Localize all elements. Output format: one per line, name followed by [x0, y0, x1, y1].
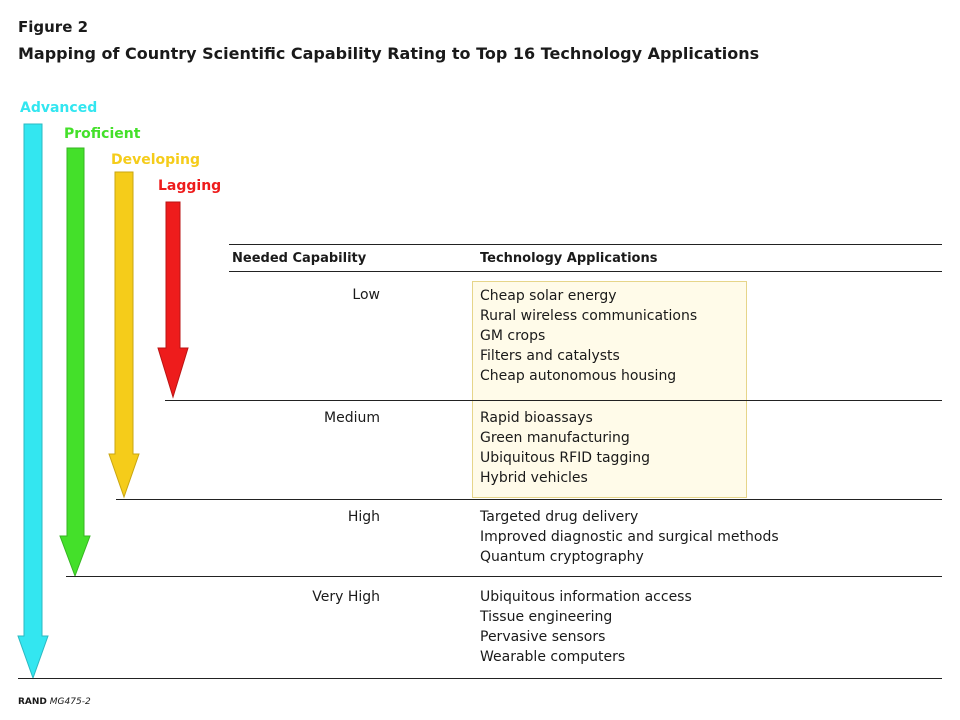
level-label-lagging: Lagging	[158, 178, 222, 194]
application-item: Rapid bioassays	[480, 410, 593, 426]
figure-label: Figure 2	[18, 18, 89, 36]
application-item: Tissue engineering	[480, 609, 613, 625]
row-rule-very-high	[18, 678, 942, 679]
capability-very-high: Very High	[312, 589, 380, 605]
application-item: Cheap solar energy	[480, 288, 617, 304]
application-item: Targeted drug delivery	[480, 509, 639, 525]
header-bottom-rule	[229, 271, 942, 272]
application-item: Ubiquitous RFID tagging	[480, 450, 650, 466]
application-item: Pervasive sensors	[480, 629, 606, 645]
level-label-advanced: Advanced	[20, 100, 98, 116]
applications-low	[480, 286, 697, 386]
header-technology-applications: Technology Applications	[480, 251, 658, 266]
table-top-rule	[229, 244, 942, 245]
application-item: Hybrid vehicles	[480, 470, 588, 486]
header-needed-capability: Needed Capability	[232, 251, 367, 266]
source-org: RAND	[18, 697, 47, 707]
application-item: Filters and catalysts	[480, 348, 620, 364]
applications-medium	[480, 408, 650, 488]
application-item: Green manufacturing	[480, 430, 630, 446]
row-rule-high	[66, 576, 942, 577]
capability-medium: Medium	[324, 410, 380, 426]
applications-very-high	[480, 587, 692, 667]
application-item: Ubiquitous information access	[480, 589, 692, 605]
row-rule-medium	[116, 499, 942, 500]
applications-high	[480, 507, 779, 567]
arrow-developing	[109, 172, 139, 497]
application-item: Quantum cryptography	[480, 549, 644, 565]
application-item: GM crops	[480, 328, 546, 344]
source-credit	[18, 697, 91, 707]
arrow-lagging	[158, 202, 188, 397]
arrow-proficient	[60, 148, 90, 576]
application-item: Cheap autonomous housing	[480, 368, 677, 384]
application-item: Wearable computers	[480, 649, 626, 665]
application-item: Rural wireless communications	[480, 308, 698, 324]
level-label-developing: Developing	[111, 152, 200, 168]
figure-title: Mapping of Country Scientific Capability Rating to Top 16 Technology Applications	[18, 44, 760, 63]
row-rule-low	[165, 400, 942, 401]
arrow-advanced	[18, 124, 48, 678]
capability-high: High	[347, 509, 380, 525]
capability-low: Low	[352, 287, 380, 303]
source-code: MG475-2	[49, 697, 91, 707]
level-label-proficient: Proficient	[64, 126, 141, 142]
application-item: Improved diagnostic and surgical methods	[480, 529, 779, 545]
